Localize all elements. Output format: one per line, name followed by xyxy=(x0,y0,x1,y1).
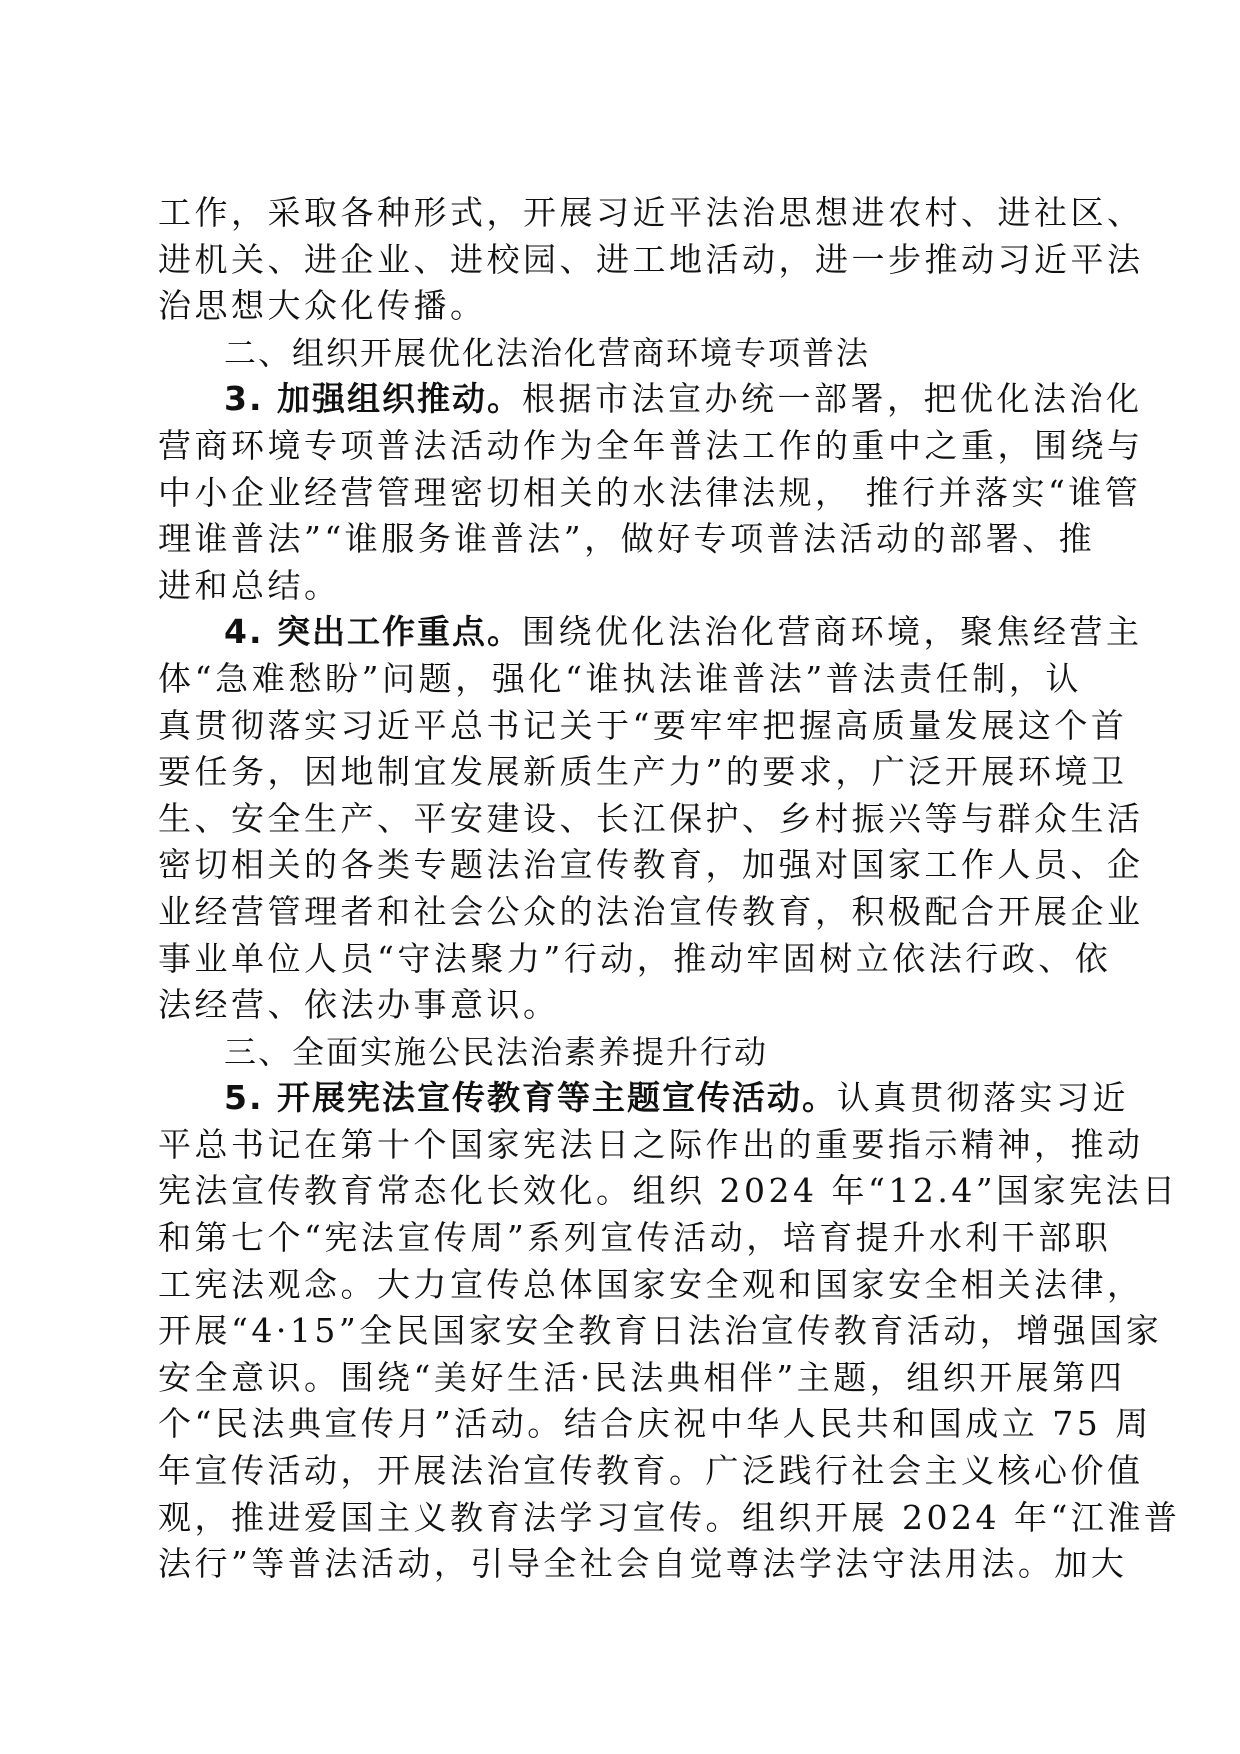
body-text-line xyxy=(158,1541,1128,1588)
paragraph-first-line xyxy=(158,1075,1129,1122)
section-heading xyxy=(158,1029,1082,1076)
body-text-line xyxy=(158,1168,1179,1215)
paragraph-first-line xyxy=(158,609,1143,656)
body-text-line xyxy=(158,796,1144,843)
body-text-line xyxy=(158,190,1144,237)
line-text: 工宪法观念。大力宣传总体国家安全观和国家安全相关法律， xyxy=(158,1264,1144,1304)
section-heading xyxy=(158,330,1082,377)
line-text: 三、全面实施公民法治素养提升行动 xyxy=(224,1032,769,1071)
line-text: 体“急难愁盼”问题，强化“谁执法谁普法”普法责任制，认 xyxy=(158,658,1082,698)
line-text: 和第七个“宪法宣传周”系列宣传活动，培育提升水利干部职 xyxy=(158,1218,1112,1258)
line-text: 年宣传活动，开展法治宣传教育。广泛践行社会主义核心价值 xyxy=(158,1451,1144,1491)
line-text: 根据市法宣办统一部署，把优化法治化 xyxy=(522,379,1143,419)
line-text: 认真贯彻落实习近 xyxy=(837,1078,1129,1118)
document-page xyxy=(158,190,1181,1588)
line-text: 进机关、进企业、进校园、进工地活动，进一步推动习近平法 xyxy=(158,239,1144,279)
body-text-line xyxy=(158,237,1144,284)
body-text-line xyxy=(158,283,1082,330)
body-text-line xyxy=(158,936,1112,983)
line-text: 业经营管理者和社会公众的法治宣传教育，积极配合开展企业 xyxy=(158,891,1144,931)
line-text: 营商环境专项普法活动作为全年普法工作的重中之重，围绕与 xyxy=(158,425,1144,465)
body-text-line xyxy=(158,703,1128,750)
line-text: 真贯彻落实习近平总书记关于“要牢牢把握高质量发展这个首 xyxy=(158,705,1128,745)
body-text-line xyxy=(158,1262,1144,1309)
line-text: 事业单位人员“守法聚力”行动，推动牢固树立依法行政、依 xyxy=(158,938,1112,978)
line-text: 二、组织开展优化法治化营商环境专项普法 xyxy=(224,333,871,372)
item-lead: 3. 加强组织推动。 xyxy=(224,379,522,419)
body-text-line xyxy=(158,982,1082,1029)
line-text: 理谁普法”“谁服务谁普法”，做好专项普法活动的部署、推 xyxy=(158,519,1096,559)
body-text-line xyxy=(158,1308,1163,1355)
body-text-line xyxy=(158,470,1142,517)
body-text-line xyxy=(158,563,1082,610)
line-text: 中小企业经营管理密切相关的水法律法规， 推行并落实“谁管 xyxy=(158,472,1142,512)
line-text: 宪法宣传教育常态化长效化。组织 2024 年“12.4”国家宪法日 xyxy=(158,1171,1179,1211)
line-text: 生、安全生产、平安建设、长江保护、乡村振兴等与群众生活 xyxy=(158,798,1144,838)
line-text: 围绕优化法治化营商环境，聚焦经营主 xyxy=(522,612,1143,652)
body-text-line xyxy=(158,1122,1144,1169)
line-text: 安全意识。围绕“美好生活·民法典相伴”主题，组织开展第四 xyxy=(158,1357,1126,1397)
line-text: 要任务，因地制宜发展新质生产力”的要求，广泛开展环境卫 xyxy=(158,752,1128,792)
body-text-line xyxy=(158,842,1144,889)
body-text-line xyxy=(158,1355,1126,1402)
body-text-line xyxy=(158,656,1082,703)
line-text: 开展“4·15”全民国家安全教育日法治宣传教育活动，增强国家 xyxy=(158,1311,1163,1351)
body-text-line xyxy=(158,1495,1181,1542)
body-text-line xyxy=(158,516,1096,563)
line-text: 法经营、依法办事意识。 xyxy=(158,985,560,1025)
item-lead: 5. 开展宪法宣传教育等主题宣传活动。 xyxy=(224,1078,837,1118)
body-text-line xyxy=(158,1215,1112,1262)
line-text: 平总书记在第十个国家宪法日之际作出的重要指示精神，推动 xyxy=(158,1124,1144,1164)
body-text-line xyxy=(158,1448,1144,1495)
body-text-line xyxy=(158,749,1128,796)
line-text: 治思想大众化传播。 xyxy=(158,286,487,326)
line-text: 个“民法典宣传月”活动。结合庆祝中华人民共和国成立 75 周 xyxy=(158,1404,1152,1444)
line-text: 密切相关的各类专题法治宣传教育，加强对国家工作人员、企 xyxy=(158,845,1144,885)
paragraph-first-line xyxy=(158,376,1143,423)
body-text-line xyxy=(158,423,1144,470)
body-text-line xyxy=(158,1401,1152,1448)
item-lead: 4. 突出工作重点。 xyxy=(224,612,522,652)
line-text: 进和总结。 xyxy=(158,565,341,605)
line-text: 观，推进爱国主义教育法学习宣传。组织开展 2024 年“江淮普 xyxy=(158,1497,1181,1537)
line-text: 法行”等普法活动，引导全社会自觉尊法学法守法用法。加大 xyxy=(158,1544,1128,1584)
body-text-line xyxy=(158,889,1144,936)
line-text: 工作，采取各种形式，开展习近平法治思想进农村、进社区、 xyxy=(158,193,1144,232)
